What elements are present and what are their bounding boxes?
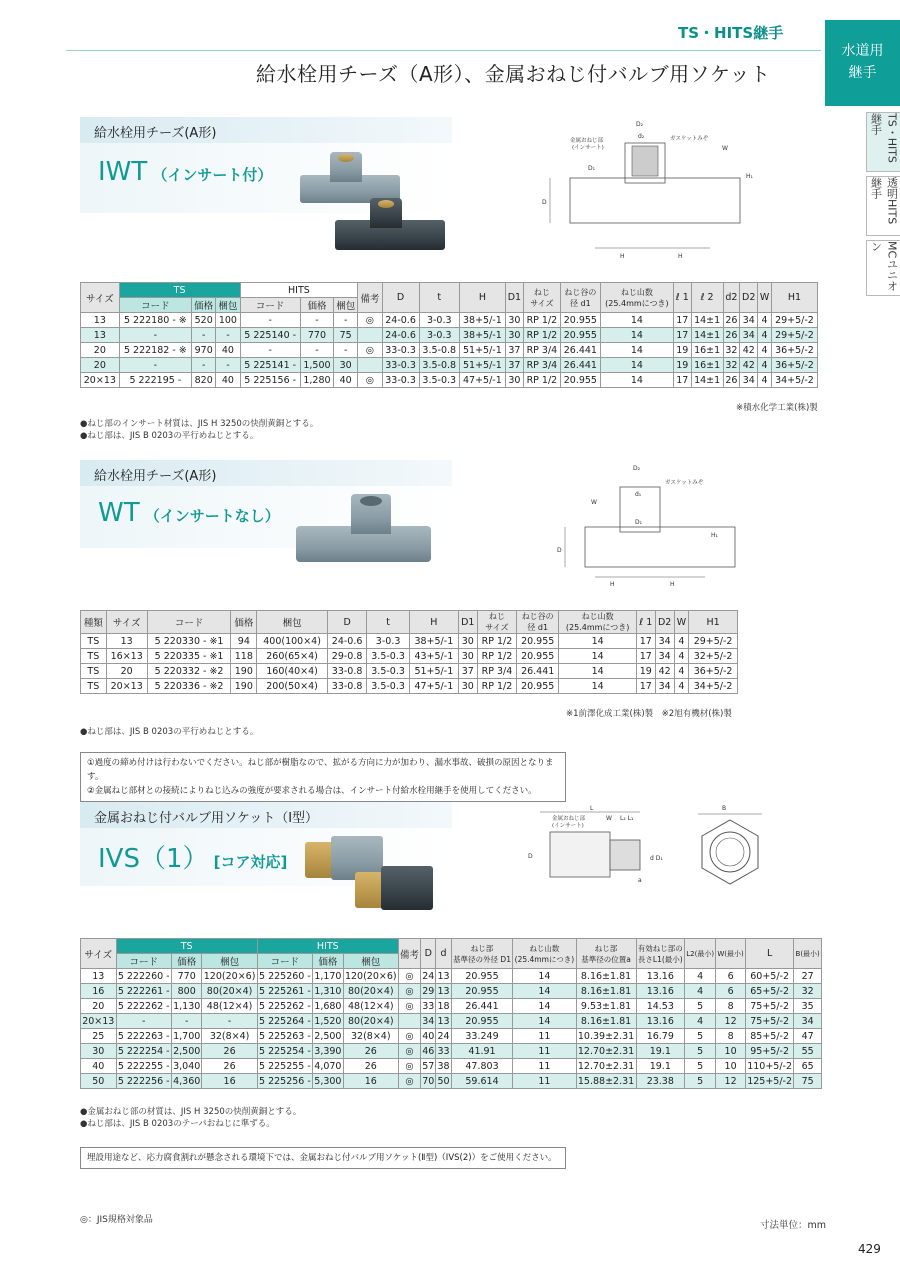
svg-text:W: W	[591, 499, 597, 506]
table-row: 20×13 - - - 5 225264 - 1,520 80(20×4) 34 13 20.955 14 8.16±1.81 13.16 4 12 75+5/-2 34	[81, 1014, 822, 1029]
header-rule	[66, 50, 821, 51]
table-row: 20 5 222182 - ※ 970 40 - - - ◎ 33-0.3 3.5-0.8 51+5/-1 37 RP 3/4 26.441 14 19 16±1 32 42 4 36+5/-2	[81, 343, 818, 358]
table-row: 13 5 222260 - 770 120(20×6) 5 225260 - 1,170 120(20×6) ◎ 24 13 20.955 14 8.16±1.81 13.16 4 6 60+5/-2 27	[81, 969, 822, 984]
iwt-maker-note: ※積水化学工業(株)製	[736, 403, 818, 413]
side-tab-clear-hits[interactable]: 透明HITS継手	[866, 176, 900, 236]
svg-text:B: B	[722, 805, 727, 812]
svg-text:(インサート): (インサート)	[552, 823, 584, 829]
page-number: 429	[858, 1242, 881, 1256]
iwt-note-1: ●ねじ部のインサート材質は、JIS H 3250の快削黄銅とする。	[80, 419, 319, 429]
table-row: 40 5 222255 - 3,040 26 5 225255 - 4,070 26 ◎ 57 38 47.803 11 12.70±2.31 19.1 5 10 110+5/-2 65	[81, 1059, 822, 1074]
col-d2: d2	[723, 283, 740, 313]
iwt-product-photo	[300, 150, 450, 260]
wt-caution-box	[80, 752, 566, 802]
col-D: D	[382, 283, 419, 313]
ivs-note-1: ●金属おねじ部の材質は、JIS H 3250の快削黄銅とする。	[80, 1107, 302, 1117]
svg-text:d₂: d₂	[638, 133, 645, 140]
svg-text:W: W	[722, 145, 728, 152]
ivs-section-heading: 金属おねじ付バルブ用ソケット（Ⅰ型）	[80, 802, 452, 828]
table-row: TS 20×13 5 220336 - ※2 190 200(50×4) 33-0.8 3.5-0.3 47+5/-1 30 RP 1/2 20.955 14 17 34 4 34+5/-2	[81, 679, 738, 694]
iwt-product-name: IWT	[98, 157, 148, 187]
table-row: TS 20 5 220332 - ※2 190 160(40×4) 33-0.8 3.5-0.3 51+5/-1 37 RP 3/4 26.441 14 19 42 4 36+5/-2	[81, 664, 738, 679]
table-row: 13 - - - 5 225140 - 770 75 24-0.6 3-0.3 38+5/-1 30 RP 1/2 20.955 14 17 14±1 26 34 4 29+5/-2	[81, 328, 818, 343]
svg-text:D₂: D₂	[636, 121, 644, 128]
wt-note-1: ●ねじ部は、JIS B 0203の平行めねじとする。	[80, 727, 259, 737]
wt-spec-table: 種類 サイズ コード 価格 梱包 D t H D1 ねじ サイズ ねじ谷の 径 d1 ねじ山数 (25.4mmにつき) ℓ 1 D2 W H1 TS 13 5 220330 - ※1 94 400(100×4) 24-0.6 3-0.3 38+5/-1 30 RP 1/2 20.955 14 17 34 4 29+5/-2 TS 16×13 5 220335 - ※1 118 260(65×4) 29-0.8 3.5-0.3 43+5/-1 30 RP 1/2 20.955 14 17 34 4 32+5/-2 TS 20 5 220332 - ※2 190 160(40×4) 33-0.8 3.5-0.3 51+5/-1 37 RP 3/4 26.441 14 19 42 4 36+5/-2 TS 20×13 5 220336 - ※2 190 200(50×4) 33-0.8 3.5-0.3 47+5/-1 30 RP 1/2 20.955 14 17 34 4 34+5/-2	[80, 610, 738, 694]
table-row: TS 16×13 5 220335 - ※1 118 260(65×4) 29-0.8 3.5-0.3 43+5/-1 30 RP 1/2 20.955 14 17 34 4 32+5/-2	[81, 649, 738, 664]
col-l2: ℓ 2	[691, 283, 723, 313]
col-thread-root: ねじ谷の 径 d1	[560, 283, 600, 313]
wt-caution-2: ②金属ねじ部材との接続によりねじ込みの強度が要求される場合は、インサート付給水栓用継手を使用してください。	[87, 786, 537, 796]
col-thread-count: ねじ山数 (25.4mmにつき)	[600, 283, 673, 313]
col-D1: D1	[505, 283, 523, 313]
table-row: 13 5 222180 - ※ 520 100 - - - ◎ 24-0.6 3-0.3 38+5/-1 30 RP 1/2 20.955 14 17 14±1 26 34 4 29+5/-2	[81, 313, 818, 328]
col-W: W	[758, 283, 772, 313]
col-thread-size: ねじ サイズ	[523, 283, 560, 313]
col-hits: HITS	[240, 283, 358, 298]
svg-text:D: D	[528, 853, 533, 860]
ivs-product-subtitle: [コア対応]	[213, 853, 288, 871]
svg-text:H: H	[620, 253, 625, 260]
svg-text:d D₁: d D₁	[650, 855, 663, 862]
iwt-note-2: ●ねじ部は、JIS B 0203の平行めねじとする。	[80, 431, 259, 441]
svg-text:金属おねじ部: 金属おねじ部	[552, 816, 586, 822]
iwt-spec-table: サイズ TS HITS 備考 D t H D1 ねじ サイズ ねじ谷の 径 d1 ねじ山数 (25.4mmにつき) ℓ 1 ℓ 2 d2 D2 W H1 コード 価格 梱包 コード 価格 梱包 13 5 222180 - ※ 520 100 - - - ◎ 24-0.6 3-0.3 38+5/-1 30 RP 1/2 20.955 14 17 14±1 26 34 4 29+5/-2 13 - - - 5 225140 - 770 75 24-0.6 3-0.3 38+5/-1 30 RP 1/2 20.955 14 17 14±1 26 34 4 29+5/-2 20 5 222182 - ※ 970 40 - - - ◎ 33-0.3 3.5-0.8 51+5/-1 37 RP 3/4 26.441 14 19 16±1 32 42 4 36+5/-2 20 - - - 5 225141 - 1,500 30 33-0.3 3.5-0.8 51+5/-1 37 RP 3/4 26.441 14 19 16±1 32 42 4 36+5/-2 20×13 5 222195 - 820 40 5 225156 - 1,280 40 ◎ 33-0.3 3.5-0.3 47+5/-1 30 RP 1/2 20.955 14 17 14±1 26 34 4 34+5/-2	[80, 282, 818, 388]
jis-legend: ◎：JIS規格対象品	[80, 1215, 153, 1225]
ivs-product-photo	[305, 830, 445, 920]
ivs-note-2: ●ねじ部は、JIS B 0203のテーパおねじに準ずる。	[80, 1119, 275, 1129]
wt-maker-note: ※1前澤化成工業(株)製 ※2旭有機材(株)製	[566, 709, 732, 719]
svg-text:金属おねじ部: 金属おねじ部	[570, 138, 604, 144]
svg-text:D: D	[542, 199, 547, 206]
table-row: TS 13 5 220330 - ※1 94 400(100×4) 24-0.6 3-0.3 38+5/-1 30 RP 1/2 20.955 14 17 34 4 29+5/-2	[81, 634, 738, 649]
svg-text:d₁: d₁	[635, 491, 642, 498]
svg-text:H₁: H₁	[711, 532, 718, 539]
col-ts: TS	[119, 283, 240, 298]
table-row: 50 5 222256 - 4,360 16 5 225256 - 5,300 16 ◎ 70 50 59.614 11 15.88±2.31 23.38 5 12 125+5/-2 75	[81, 1074, 822, 1089]
table-row: 25 5 222263 - 1,700 32(8×4) 5 225263 - 2,500 32(8×4) ◎ 40 24 33.249 11 10.39±2.31 16.79 5 8 85+5/-2 47	[81, 1029, 822, 1044]
wt-product-subtitle: （インサートなし）	[144, 507, 280, 525]
iwt-product-subtitle: （インサート付）	[152, 166, 273, 184]
svg-text:H₁: H₁	[746, 173, 753, 180]
side-tab-ts-hits[interactable]: TS・HITS継手	[866, 112, 900, 172]
svg-text:ガスケットみぞ: ガスケットみぞ	[665, 480, 704, 486]
svg-text:ガスケットみぞ: ガスケットみぞ	[670, 136, 709, 142]
svg-text:D₁: D₁	[588, 165, 596, 172]
category-tab[interactable]: 水道用 継手	[825, 20, 900, 106]
col-note: 備考	[358, 283, 382, 313]
svg-text:D: D	[557, 547, 562, 554]
wt-product-photo	[296, 490, 436, 570]
svg-text:D₂: D₂	[633, 465, 641, 472]
svg-text:H: H	[610, 581, 615, 588]
svg-text:a: a	[638, 877, 642, 884]
unit-note: 寸法単位：mm	[760, 1220, 827, 1231]
col-l1: ℓ 1	[674, 283, 692, 313]
wt-product-name: WT	[98, 498, 140, 528]
ivs-caution-box: 埋設用途など、応力腐食割れが懸念される環境下では、金属おねじ付バルブ用ソケット(Ⅱ型)（IVS(2)）をご使用ください。	[80, 1147, 566, 1169]
iwt-section-heading: 給水栓用チーズ(A形)	[80, 117, 452, 143]
svg-text:L₂ L₁: L₂ L₁	[620, 815, 634, 822]
table-row: 20 5 222262 - 1,130 48(12×4) 5 225262 - 1,680 48(12×4) ◎ 33 18 26.441 14 9.53±1.81 14.53 5 8 75+5/-2 35	[81, 999, 822, 1014]
series-title: TS・HITS継手	[678, 24, 784, 42]
side-tab-mc-union[interactable]: MCユニオン	[866, 240, 900, 296]
table-row: 16 5 222261 - 800 80(20×4) 5 225261 - 1,310 80(20×4) ◎ 29 13 20.955 14 8.16±1.81 13.16 4 6 65+5/-2 32	[81, 984, 822, 999]
col-H: H	[459, 283, 505, 313]
table-row: 30 5 222254 - 2,500 26 5 225254 - 3,390 26 ◎ 46 33 41.91 11 12.70±2.31 19.1 5 10 95+5/-2 55	[81, 1044, 822, 1059]
wt-caution-1: ①過度の締め付けは行わないでください。ねじ部が樹脂なので、拡がる方向に力が加わり、漏水事故、破損の原因となります。	[87, 758, 554, 782]
svg-text:D₁: D₁	[635, 519, 643, 526]
wt-dimension-diagram	[555, 462, 785, 592]
svg-text:H: H	[670, 581, 675, 588]
ivs-spec-table: サイズ TS HITS 備考 D d ねじ部 基準径の外径 D1 ねじ山数 (25.4mmにつき) ねじ部 基準径の位置a 有効ねじ部の 長さL1(最小) L2(最小) W(最小) L B(最小) コード 価格 梱包 コード 価格 梱包 13 5 222260 - 770 120(20×6) 5 225260 - 1,170 120(20×6) ◎ 24 13 20.955 14 8.16±1.81 13.16 4 6 60+5/-2 27 16 5 222261 - 800 80(20×4) 5 225261 - 1,310 80(20×4) ◎ 29 13 20.955 14 8.16±1.81 13.16 4 6 65+5/-2 32 20 5 222262 - 1,130 48(12×4) 5 225262 - 1,680 48(12×4) ◎ 33 18 26.441 14 9.53±1.81 14.53 5 8 75+5/-2 35 20×13 - - - 5 225264 - 1,520 80(20×4) 34 13 20.955 14 8.16±1.81 13.16 4 12 75+5/-2 34 25 5 222263 - 1,700 32(8×4) 5 225263 - 2,500 32(8×4) ◎ 40 24 33.249 11 10.39±2.31 16.79 5 8 85+5/-2 47 30 5 222254 - 2,500 26 5 225254 - 3,390 26 ◎ 46 33 41.91 11 12.70±2.31 19.1 5 10 95+5/-2 55 40 5 222255 - 3,040 26 5 225255 - 4,070 26 ◎ 57 38 47.803 11 12.70±2.31 19.1 5 10 110+5/-2 65 50 5 222256 - 4,360 16 5 225256 - 5,300 16 ◎ 70 50 59.614 11 15.88±2.31 23.38 5 12 125+5/-2 75	[82, 940, 820, 1087]
col-size: サイズ	[81, 283, 120, 313]
ivs-dimension-diagram	[520, 802, 700, 892]
col-H1: H1	[771, 283, 817, 313]
svg-text:(インサート): (インサート)	[572, 145, 604, 151]
ivs-product-name: IVS（1）	[98, 844, 209, 874]
col-t: t	[419, 283, 459, 313]
table-row: 20×13 5 222195 - 820 40 5 225156 - 1,280 40 ◎ 33-0.3 3.5-0.3 47+5/-1 30 RP 1/2 20.955 14 17 14±1 26 34 4 34+5/-2	[81, 373, 818, 388]
ivs-hex-diagram	[690, 802, 770, 892]
iwt-dimension-diagram	[540, 118, 780, 268]
col-D2: D2	[740, 283, 758, 313]
svg-text:L: L	[590, 805, 594, 812]
svg-text:W: W	[606, 815, 612, 822]
page-title: 給水栓用チーズ（A形）、金属おねじ付バルブ用ソケット	[256, 62, 771, 86]
svg-text:H: H	[678, 253, 683, 260]
wt-section-heading: 給水栓用チーズ(A形)	[80, 460, 452, 486]
table-row: 20 - - - 5 225141 - 1,500 30 33-0.3 3.5-0.8 51+5/-1 37 RP 3/4 26.441 14 19 16±1 32 42 4 36+5/-2	[81, 358, 818, 373]
